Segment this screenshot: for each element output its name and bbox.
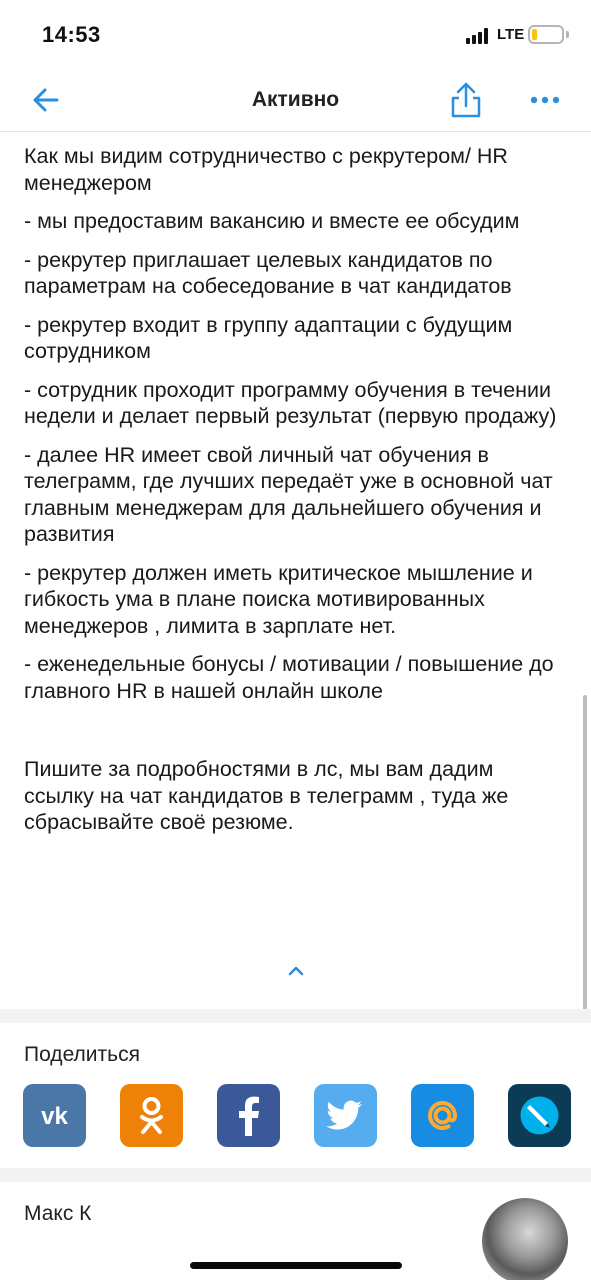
page-title: Активно: [251, 88, 340, 111]
section-divider: [0, 1168, 591, 1182]
more-dots-icon: [527, 88, 563, 112]
share-upload-icon: [447, 80, 485, 120]
odnoklassniki-icon: [120, 1084, 183, 1147]
battery-cap: [566, 31, 569, 38]
share-label: Поделиться: [24, 1043, 140, 1066]
collapse-button[interactable]: [284, 962, 308, 980]
post-paragraph: - далее HR имеет свой личный чат обучения в телеграмм, где лучших передаёт уже в основной чат главным менеджерам для дальнейшего обучения и развития: [24, 442, 553, 546]
share-livejournal-button[interactable]: [508, 1084, 571, 1147]
post-paragraph: - рекрутер должен иметь критическое мышление и гибкость ума в плане поиска мотивированных менеджеров , лимита в зарплате нет.: [24, 560, 533, 638]
svg-text:vk: vk: [41, 1103, 68, 1130]
more-options-button[interactable]: [527, 88, 563, 112]
battery-icon: [528, 25, 564, 44]
status-time: 14:53: [42, 22, 101, 47]
at-sign-icon: [411, 1084, 474, 1147]
home-indicator: [190, 1262, 402, 1269]
share-odnoklassniki-button[interactable]: [120, 1084, 183, 1147]
scrollbar[interactable]: [583, 695, 587, 1015]
post-paragraph: - мы предоставим вакансию и вместе ее обсудим: [24, 209, 520, 233]
status-bar: [0, 0, 591, 70]
share-facebook-button[interactable]: [217, 1084, 280, 1147]
network-type: LTE: [497, 26, 525, 43]
section-divider: [0, 1009, 591, 1023]
post-paragraph: Пишите за подробностями в лс, мы вам дадим ссылку на чат кандидатов в телеграмм , туда же сбрасывайте своё резюме.: [24, 757, 509, 834]
share-mail-button[interactable]: [411, 1084, 474, 1147]
livejournal-icon: [508, 1084, 571, 1147]
facebook-icon: [217, 1084, 280, 1147]
post-paragraph: Как мы видим сотрудничество с рекрутером/ HR менеджером: [24, 144, 508, 195]
twitter-icon: [314, 1084, 377, 1147]
share-button[interactable]: [447, 80, 485, 120]
share-vk-button[interactable]: [23, 1084, 86, 1147]
post-paragraph: - еженедельные бонусы / мотивации / повышение до главного HR в нашей онлайн школе: [24, 652, 554, 703]
post-paragraph: - рекрутер входит в группу адаптации с будущим сотрудником: [24, 312, 513, 363]
avatar[interactable]: [482, 1198, 568, 1280]
signal-icon: [466, 28, 492, 44]
vk-icon: [23, 1084, 86, 1147]
post-paragraph: - сотрудник проходит программу обучения в течении недели и делает первый результат (первую продажу): [24, 377, 557, 428]
author-name: Макс К: [24, 1202, 92, 1225]
top-navigation-bar: [0, 70, 591, 132]
share-twitter-button[interactable]: [314, 1084, 377, 1147]
post-paragraph: - рекрутер приглашает целевых кандидатов по параметрам на собеседование в чат кандидатов: [24, 247, 512, 298]
share-section: [0, 1023, 591, 1168]
chevron-up-icon: [284, 962, 308, 980]
post-body: [24, 143, 569, 848]
